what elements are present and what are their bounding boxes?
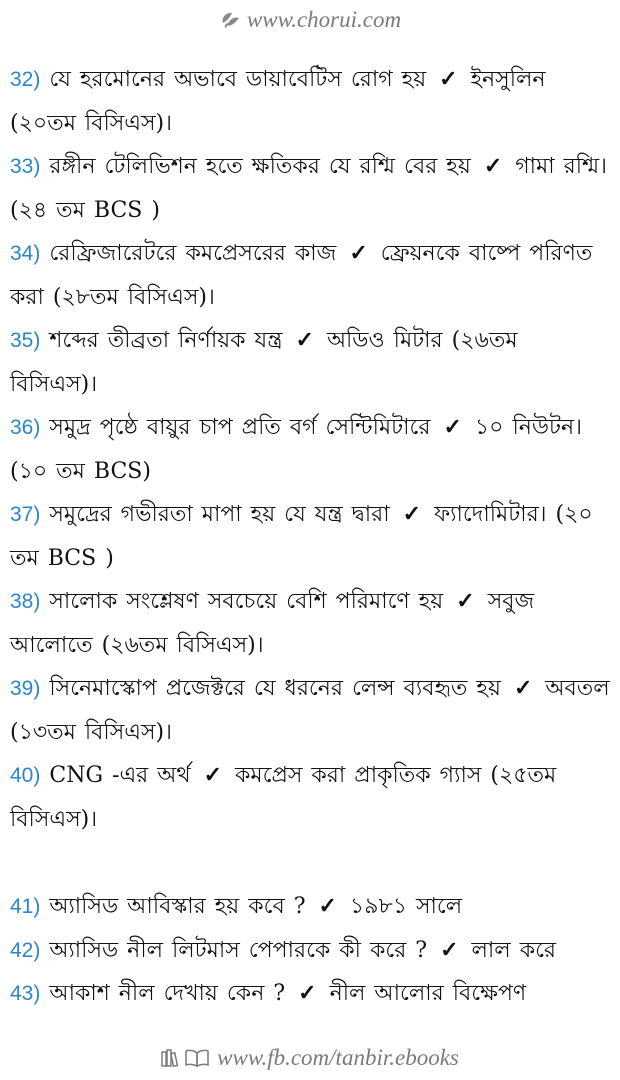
item-question: অ্যাসিড আবিস্কার হয় কবে ? (49, 894, 306, 919)
item-number: 32) (10, 68, 41, 91)
list-item (10, 493, 610, 580)
item-answer: ইনসুলিন (২০তম বিসিএস)। (10, 67, 546, 136)
item-answer: সবুজ আলোতে (২৬তম বিসিএস)। (10, 589, 535, 658)
list-item (10, 885, 610, 929)
list-item (10, 58, 610, 145)
list-item (10, 972, 610, 1016)
list-item (10, 580, 610, 667)
item-question: CNG -এর অর্থ (49, 763, 191, 788)
item-question: আকাশ নীল দেখায় কেন ? (49, 981, 286, 1006)
list-item (10, 754, 610, 841)
page-header (0, 0, 620, 40)
books-icon (161, 1049, 181, 1067)
check-mark-icon: ✓ (443, 414, 462, 440)
item-answer: ১০ নিউটন। (১০ তম BCS) (10, 415, 582, 484)
list-item (10, 232, 610, 319)
item-question: রেফ্রিজারেটরে কমপ্রেসরের কাজ (49, 241, 337, 266)
item-number: 37) (10, 503, 41, 526)
item-answer: লাল করে (471, 937, 557, 963)
item-number: 36) (10, 416, 41, 439)
check-mark-icon: ✓ (483, 153, 503, 179)
item-answer: গামা রশ্মি। (২৪ তম BCS ) (10, 154, 608, 223)
item-answer: অডিও মিটার (২৬তম বিসিএস)। (10, 328, 518, 397)
item-number: 41) (10, 895, 41, 918)
check-mark-icon: ✓ (456, 588, 475, 614)
item-question: সালোক সংশ্লেষণ সবচেয়ে বেশি পরিমাণে হয় (49, 589, 444, 614)
item-answer: কমপ্রেস করা প্রাকৃতিক গ্যাস (২৫তম বিসিএস)। (10, 763, 557, 832)
list-item (10, 319, 610, 406)
item-question: সমুদ্রের গভীরতা মাপা হয় যে যন্ত্র দ্বারা (49, 502, 390, 527)
site-url[interactable]: www.chorui.com (246, 7, 402, 32)
item-question: যে হরমোনের অভাবে ডায়াবেটিস রোগ হয় (49, 67, 427, 92)
item-answer: ফ্রেয়নকে বাষ্পে পরিণত করা (২৮তম বিসিএস)। (10, 241, 593, 310)
item-number: 42) (10, 938, 41, 962)
open-book-icon (185, 1049, 209, 1067)
check-mark-icon: ✓ (440, 936, 459, 963)
qa-list (10, 58, 610, 1016)
item-question: সিনেমাস্কোপ প্রজেক্টরে যে ধরনের লেন্স ব্যবহৃত হয় (49, 676, 501, 701)
item-number: 33) (10, 155, 41, 178)
item-answer: ১৯৮১ সালে (349, 894, 463, 919)
footer-site-url[interactable]: www.fb.com/tanbir.ebooks (217, 1045, 459, 1070)
item-question: সমুদ্র পৃষ্ঠে বায়ুর চাপ প্রতি বর্গ সেন্টিমিটারে (49, 415, 431, 440)
item-number: 38) (10, 590, 41, 613)
check-mark-icon: ✓ (298, 980, 317, 1006)
check-mark-icon: ✓ (513, 675, 533, 701)
list-item (10, 929, 610, 973)
list-item (10, 667, 610, 754)
page-footer (0, 1036, 620, 1080)
footer-icons (161, 1049, 209, 1067)
item-question: অ্যাসিড নীল লিটমাস পেপারকে কী করে ? (49, 937, 428, 963)
check-mark-icon: ✓ (349, 240, 368, 266)
item-number: 43) (10, 982, 41, 1005)
item-question: শব্দের তীব্রতা নির্ণায়ক যন্ত্র (49, 328, 283, 353)
item-answer: অবতল (১৩তম বিসিএস)। (10, 676, 610, 745)
item-answer: ফ্যাদোমিটার। (২০ তম BCS ) (10, 502, 593, 571)
check-mark-icon: ✓ (439, 66, 458, 92)
leaf-logo-icon (219, 9, 241, 31)
check-mark-icon: ✓ (295, 327, 314, 353)
item-number: 39) (10, 677, 41, 700)
section-gap (10, 841, 610, 885)
check-mark-icon: ✓ (318, 893, 337, 919)
item-question: রঙ্গীন টেলিভিশন হতে ক্ষতিকর যে রশ্মি বের হয় (49, 154, 471, 179)
item-number: 40) (10, 764, 41, 787)
check-mark-icon: ✓ (402, 501, 422, 527)
item-number: 35) (10, 329, 41, 352)
list-item (10, 406, 610, 493)
item-answer: নীল আলোর বিক্ষেপণ (329, 981, 527, 1006)
item-number: 34) (10, 242, 41, 265)
check-mark-icon: ✓ (203, 762, 223, 788)
list-item (10, 145, 610, 232)
